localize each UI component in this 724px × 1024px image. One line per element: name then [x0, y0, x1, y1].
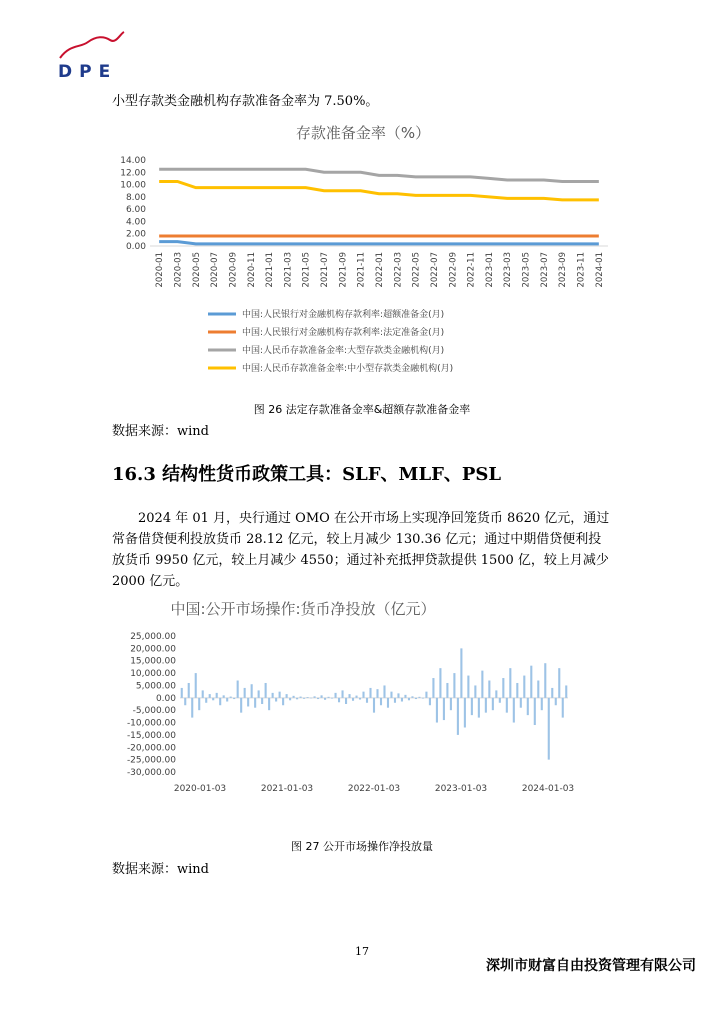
- bar: [240, 698, 242, 713]
- bar: [387, 698, 389, 708]
- y-tick-label: 10,000.00: [130, 669, 176, 680]
- bar: [338, 698, 340, 702]
- bar: [516, 683, 518, 698]
- logo-text: DPE: [58, 62, 118, 82]
- omo-net-injection-chart: [108, 594, 618, 804]
- bar: [432, 678, 434, 698]
- y-tick-label: 0.00: [125, 242, 146, 252]
- bar: [485, 698, 487, 713]
- bar: [506, 698, 508, 713]
- x-tick-label: 2023-11: [576, 252, 587, 288]
- bar: [408, 698, 410, 700]
- x-tick-label: 2024-01: [594, 251, 605, 288]
- bar: [492, 698, 494, 710]
- bar: [495, 690, 497, 697]
- y-tick-label: 10.00: [120, 180, 146, 191]
- y-tick-label: -10,000.00: [126, 718, 176, 729]
- x-tick-label: 2023-05: [521, 252, 532, 288]
- y-tick-label: 20,000.00: [130, 644, 176, 655]
- y-tick-label: 5,000.00: [135, 681, 176, 692]
- bar: [307, 697, 309, 698]
- y-tick-label: -25,000.00: [126, 755, 176, 766]
- bar: [551, 688, 553, 698]
- x-tick-label: 2021-09: [338, 251, 349, 288]
- x-tick-label: 2020-01: [155, 252, 166, 288]
- series-line-0: [159, 242, 599, 244]
- x-tick-label: 2020-11: [246, 252, 257, 288]
- bar: [275, 698, 277, 702]
- bar: [401, 698, 403, 702]
- bar: [467, 676, 469, 698]
- bar: [425, 692, 427, 698]
- bar: [181, 688, 183, 698]
- x-tick-label: 2022-09: [448, 252, 459, 288]
- bar: [555, 698, 557, 705]
- bar: [188, 683, 190, 698]
- bar: [534, 698, 536, 725]
- x-tick-label: 2023-07: [539, 252, 550, 288]
- bar: [520, 698, 522, 708]
- bar: [429, 698, 431, 705]
- bar: [415, 698, 417, 699]
- y-tick-label: 0.00: [155, 693, 176, 704]
- y-tick-label: -20,000.00: [126, 743, 176, 754]
- bar: [460, 648, 462, 697]
- bar: [453, 673, 455, 698]
- bar: [390, 692, 392, 698]
- bar: [457, 698, 459, 735]
- bar: [247, 698, 249, 707]
- legend-label-0: 中国:人民银行对金融机构存款利率:超额准备金(月): [242, 310, 445, 320]
- bar: [471, 698, 473, 715]
- x-tick-label: 2021-01: [265, 252, 276, 288]
- bar: [383, 685, 385, 697]
- series-line-2: [159, 169, 599, 181]
- bar: [565, 685, 567, 697]
- bar: [355, 696, 357, 698]
- bar: [205, 698, 207, 703]
- bar: [184, 698, 186, 705]
- bar: [237, 681, 239, 698]
- page-number: 17: [355, 945, 369, 958]
- x-tick-label: 2023-01: [484, 252, 495, 288]
- bar: [481, 671, 483, 698]
- bar: [376, 689, 378, 698]
- bar: [296, 698, 298, 699]
- bar: [345, 698, 347, 704]
- logo: [58, 30, 128, 85]
- bar: [523, 676, 525, 698]
- bar: [537, 681, 539, 698]
- bar: [422, 698, 424, 699]
- bar: [509, 668, 511, 698]
- y-tick-label: 4.00: [125, 217, 146, 228]
- bar: [328, 697, 330, 698]
- bar: [446, 683, 448, 698]
- legend-label-3: 中国:人民币存款准备金率:中小型存款类金融机构(月): [242, 364, 454, 374]
- bar: [394, 698, 396, 703]
- x-tick-label: 2022-01: [375, 252, 385, 288]
- x-tick-label: 2022-01-03: [347, 784, 401, 794]
- intro-sentence: 小型存款类金融机构存款准备金率为 7.50%。: [112, 94, 379, 109]
- bar: [324, 698, 326, 700]
- bar: [223, 695, 225, 697]
- bar: [443, 698, 445, 720]
- bar: [300, 697, 302, 698]
- bar: [258, 690, 260, 697]
- y-tick-label: 12.00: [120, 168, 146, 179]
- bar: [418, 697, 420, 698]
- bar: [464, 698, 466, 728]
- x-tick-label: 2021-01-03: [260, 784, 314, 794]
- bar: [317, 698, 319, 699]
- bar: [272, 693, 274, 698]
- bar: [341, 690, 343, 697]
- chart-title: 存款准备金率（%）: [295, 124, 431, 142]
- x-tick-label: 2021-05: [301, 252, 312, 288]
- bar: [331, 698, 333, 699]
- x-tick-label: 2023-09: [558, 252, 569, 288]
- bar: [474, 685, 476, 697]
- company-name: 深圳市财富自由投资管理有限公司: [486, 958, 696, 974]
- bar: [436, 698, 438, 723]
- bar: [265, 683, 267, 698]
- bar: [488, 681, 490, 698]
- bar: [352, 698, 354, 701]
- x-tick-label: 2020-01-03: [173, 784, 227, 794]
- logo-swoosh-icon: [58, 30, 128, 62]
- bar: [230, 697, 232, 698]
- y-tick-label: 25,000.00: [130, 632, 176, 642]
- x-tick-label: 2020-05: [191, 252, 202, 288]
- y-tick-label: 8.00: [125, 192, 146, 203]
- figure-27-caption: 图 27 公开市场操作净投放量: [291, 840, 433, 853]
- x-tick-label: 2022-05: [411, 252, 422, 288]
- legend-label-1: 中国:人民银行对金融机构存款利率:法定准备金(月): [242, 328, 445, 338]
- bar: [397, 693, 399, 697]
- bar: [359, 698, 361, 700]
- y-tick-label: 14.00: [120, 156, 146, 166]
- figure-26-source: 数据来源：wind: [112, 424, 209, 439]
- bar: [303, 698, 305, 699]
- bar: [198, 698, 200, 710]
- bar: [282, 698, 284, 705]
- bar: [293, 696, 295, 698]
- body-paragraph: 2024 年 01 月，央行通过 OMO 在公开市场上实现净回笼货币 8620 亿元，通过常备借贷便利投放货币 28.12 亿元，较上月减少 130.36 亿元；通过中期借贷便利投放货币 9950 亿元，较上月减少 4550；通过补充抵押贷款提供 1500 亿，较上月减少 2000 亿元。: [112, 511, 610, 589]
- bar: [216, 693, 218, 698]
- bar: [373, 698, 375, 713]
- bar: [286, 694, 288, 698]
- bar: [362, 692, 364, 698]
- bar: [499, 698, 501, 703]
- bar: [541, 698, 543, 710]
- x-tick-label: 2022-07: [429, 252, 440, 288]
- bar: [261, 698, 263, 704]
- x-tick-label: 2023-03: [503, 252, 514, 288]
- y-tick-label: 6.00: [125, 205, 146, 216]
- bar: [233, 698, 235, 699]
- bar: [335, 693, 337, 698]
- series-line-3: [159, 182, 599, 200]
- legend-label-2: 中国:人民币存款准备金率:大型存款类金融机构(月): [242, 346, 445, 356]
- y-tick-label: 15,000.00: [130, 656, 176, 667]
- y-tick-label: -5,000.00: [132, 706, 176, 717]
- bar: [209, 694, 211, 698]
- x-tick-label: 2023-01-03: [434, 784, 488, 794]
- bar: [212, 698, 214, 700]
- y-tick-label: -15,000.00: [126, 730, 176, 741]
- bar: [191, 698, 193, 718]
- bar: [411, 696, 413, 697]
- bar: [279, 692, 281, 698]
- bar: [219, 698, 221, 705]
- bar: [321, 695, 323, 697]
- bar: [439, 668, 441, 698]
- section-heading: 16.3 结构性货币政策工具：SLF、MLF、PSL: [112, 464, 502, 485]
- bar: [380, 698, 382, 705]
- x-tick-label: 2020-07: [210, 252, 221, 288]
- y-tick-label: -30,000.00: [126, 768, 176, 778]
- bar: [369, 688, 371, 698]
- bar: [404, 695, 406, 698]
- bar: [251, 684, 253, 698]
- bar: [548, 698, 550, 760]
- bar: [478, 698, 480, 718]
- x-tick-label: 2020-03: [173, 252, 184, 288]
- bar: [195, 673, 197, 698]
- bar: [544, 663, 546, 698]
- bar: [226, 698, 228, 702]
- figure-26-caption: 图 26 法定存款准备金率&超额存款准备金率: [253, 403, 471, 416]
- bar: [513, 698, 515, 723]
- x-tick-label: 2021-03: [283, 252, 294, 288]
- figure-27-source: 数据来源：wind: [112, 862, 209, 877]
- chart-title: 中国:公开市场操作:货币净投放（亿元）: [170, 600, 436, 618]
- bar: [254, 698, 256, 708]
- bar: [289, 698, 291, 700]
- bar: [558, 668, 560, 698]
- bar: [527, 698, 529, 715]
- x-tick-label: 2021-11: [356, 252, 367, 288]
- bar: [244, 688, 246, 698]
- x-tick-label: 2021-07: [320, 252, 331, 288]
- bar: [314, 696, 316, 697]
- bar: [450, 698, 452, 710]
- bar: [366, 698, 368, 703]
- bar: [348, 694, 350, 698]
- x-tick-label: 2024-01-03: [521, 784, 575, 794]
- bar: [202, 690, 204, 697]
- x-tick-label: 2022-03: [393, 252, 404, 288]
- bar: [530, 666, 532, 698]
- bar: [268, 698, 270, 710]
- x-tick-label: 2020-09: [228, 252, 239, 288]
- bar: [562, 698, 564, 718]
- y-tick-label: 2.00: [125, 229, 146, 240]
- reserve-ratio-chart: [108, 118, 618, 383]
- bar: [502, 678, 504, 698]
- x-tick-label: 2022-11: [466, 252, 477, 288]
